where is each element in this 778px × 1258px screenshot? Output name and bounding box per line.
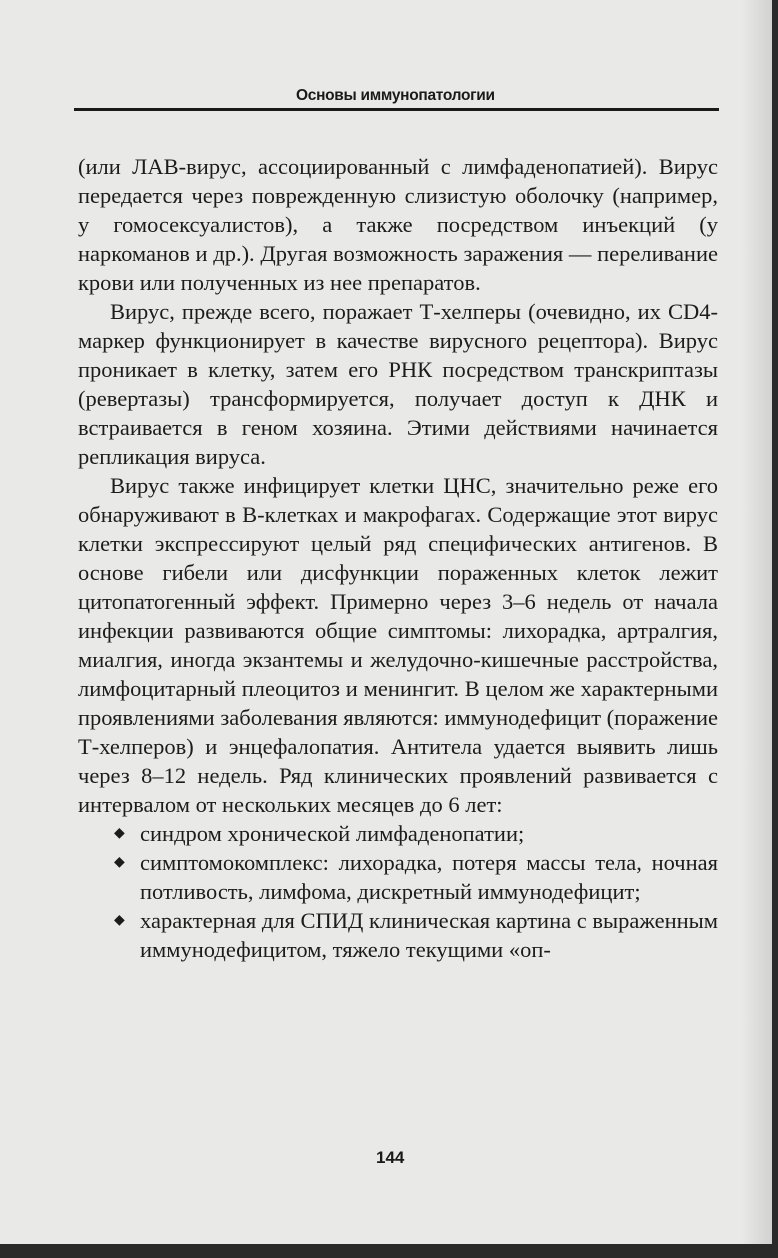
running-head: Основы иммунопатологии: [296, 87, 495, 104]
diamond-bullet-icon: ◆: [114, 912, 125, 928]
page-number: 144: [376, 1148, 405, 1167]
symptom-list: [78, 819, 718, 964]
list-item-text: синдром хронической лимфаденопатии;: [140, 821, 525, 846]
list-item: [78, 848, 718, 906]
body-text: [78, 152, 718, 964]
list-item: [78, 819, 718, 848]
list-item-text: симптомокомплекс: лихорадка, потеря массы тела, ночная потливость, лимфома, дискретный иммунодефицит;: [140, 850, 718, 904]
list-item-text: характерная для СПИД клиническая картина с выраженным иммунодефицитом, тяжело текущими «оп-: [140, 908, 719, 962]
paragraph-2: Вирус, прежде всего, поражает Т-хелперы (очевидно, их CD4-маркер функционирует в качестве вирусного рецептора). Вирус проникает в клетку, затем его РНК посредством транскриптазы (ревертазы) трансформируется, получает доступ к ДНК и встраивается в геном хозяина. Этими действиями начинается репликация вируса.: [78, 299, 718, 469]
paragraph-3: Вирус также инфицирует клетки ЦНС, значительно реже его обнаруживают в В-клетках и макрофагах. Содержащие этот вирус клетки экспрессируют целый ряд специфических антигенов. В основе гибели или дисфункции пораженных клеток лежит цитопатогенный эффект. Примерно через 3–6 недель от начала инфекции развиваются общие симптомы: лихорадка, артралгия, миалгия, иногда экзантемы и желудочно-кишечные расстройства, лимфоцитарный плеоцитоз и менингит. В целом же характерными проявлениями заболевания являются: иммунодефицит (поражение Т-хелперов) и энцефалопатия. Антитела удается выявить лишь через 8–12 недель. Ряд клинических проявлений развивается с интервалом от нескольких месяцев до 6 лет:: [78, 473, 718, 817]
list-item: [78, 906, 718, 964]
header-rule: [74, 108, 719, 111]
paragraph-1: (или ЛАВ-вирус, ассоциированный с лимфаденопатией). Вирус передается через поврежденную слизистую оболочку (например, у гомосексуалистов), а также посредством инъекций (у наркоманов и др.). Другая возможность заражения — переливание крови или полученных из нее препаратов.: [78, 154, 718, 295]
page-edge-shadow: [742, 0, 772, 1244]
diamond-bullet-icon: ◆: [114, 854, 125, 870]
diamond-bullet-icon: ◆: [114, 825, 125, 841]
